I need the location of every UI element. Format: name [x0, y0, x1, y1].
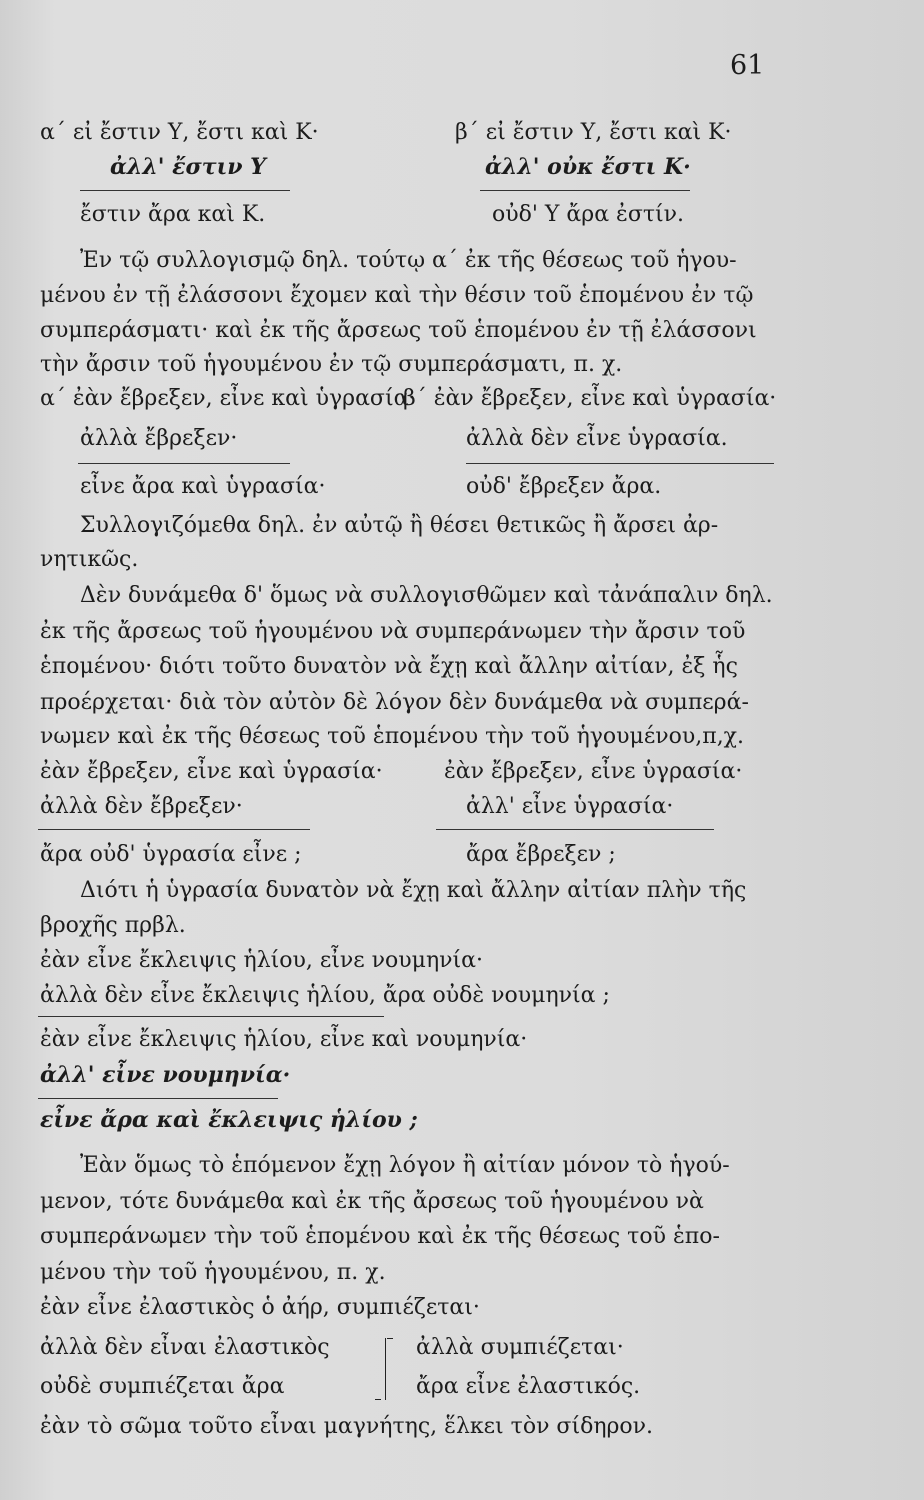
syllogism-1b-minor: ἀλλ' οὐκ ἔστι Κ· — [485, 154, 691, 180]
syllogism-2a-major: α΄ ἐὰν ἔβρεξεν, εἶνε καὶ ὑγρασία· — [40, 386, 416, 411]
syllogism-3a-minor: ἀλλὰ δὲν ἔβρεξεν· — [40, 794, 243, 819]
bracket-divider — [375, 1338, 386, 1400]
syllogism-5-conclusion: εἶνε ἄρα καὶ ἔκλειψις ἡλίου ; — [40, 1107, 418, 1133]
paragraph-3-line: Δὲν δυνάμεθα δ' ὅμως νὰ συλλογισθῶμεν καὶ τἀνάπαλιν δηλ. — [80, 583, 773, 608]
syllogism-2b-minor: ἀλλὰ δὲν εἶνε ὑγρασία. — [466, 426, 728, 451]
paragraph-2-line: νητικῶς. — [40, 547, 139, 572]
page-number: 61 — [730, 50, 765, 81]
syllogism-4-line: ἐὰν εἶνε ἔκλειψις ἡλίου, εἶνε νουμηνία· — [40, 948, 483, 973]
syllogism-3b-major: ἐὰν ἔβρεξεν, εἶνε ὑγρασία· — [444, 759, 743, 784]
paragraph-1-line: μένου ἐν τῇ ἐλάσσονι ἔχομεν καὶ τὴν θέσιν τοῦ ἑπομένου ἐν τῷ — [40, 283, 754, 308]
syllogism-1b-major: β΄ εἰ ἔστιν Υ, ἔστι καὶ Κ· — [455, 120, 732, 145]
paragraph-4-line: Διότι ἡ ὑγρασία δυνατὸν νὰ ἔχῃ καὶ ἄλλην αἰτίαν πλὴν τῆς — [80, 878, 747, 903]
paragraph-1-line: Ἐν τῷ συλλογισμῷ δηλ. τούτῳ α΄ ἐκ τῆς θέσεως τοῦ ἡγου- — [80, 248, 737, 273]
paragraph-3-line: ἐκ τῆς ἄρσεως τοῦ ἡγουμένου νὰ συμπεράνωμεν τὴν ἄρσιν τοῦ — [40, 619, 746, 644]
syllogism-6a-conclusion: οὐδὲ συμπιέζεται ἄρα — [40, 1374, 285, 1399]
divider-line — [38, 1098, 278, 1099]
paragraph-5-line: Ἐὰν ὅμως τὸ ἑπόμενον ἔχῃ λόγον ἢ αἰτίαν μόνον τὸ ἡγού- — [80, 1153, 730, 1178]
syllogism-6-intro: ἐὰν εἶνε ἐλαστικὸς ὁ ἀήρ, συμπιέζεται· — [40, 1295, 480, 1320]
divider-line — [466, 463, 774, 464]
divider-line — [38, 829, 310, 830]
syllogism-1a-major: α΄ εἰ ἔστιν Υ, ἔστι καὶ Κ· — [40, 120, 319, 145]
divider-line — [38, 1016, 384, 1017]
paragraph-1-line: συμπεράσματι· καὶ ἐκ τῆς ἄρσεως τοῦ ἑπομένου ἐν τῇ ἐλάσσονι — [40, 318, 757, 343]
syllogism-5-major: ἐὰν εἶνε ἔκλειψις ἡλίου, εἶνε καὶ νουμηνία· — [40, 1027, 528, 1052]
syllogism-4-line: ἀλλὰ δὲν εἶνε ἔκλειψις ἡλίου, ἄρα οὐδὲ νουμηνία ; — [40, 983, 610, 1008]
paragraph-4-line: βροχῆς πρβλ. — [40, 913, 186, 938]
syllogism-6b-minor: ἀλλὰ συμπιέζεται· — [416, 1335, 624, 1360]
final-line: ἐὰν τὸ σῶμα τοῦτο εἶναι μαγνήτης, ἕλκει τὸν σίδηρον. — [40, 1414, 654, 1439]
syllogism-6a-minor: ἀλλὰ δὲν εἶναι ἐλαστικὸς — [40, 1335, 330, 1360]
paragraph-3-line: νωμεν καὶ ἐκ τῆς θέσεως τοῦ ἑπομένου τὴν τοῦ ἡγουμένου,π,χ. — [40, 724, 745, 749]
divider-line — [80, 190, 290, 191]
syllogism-3b-conclusion: ἄρα ἔβρεξεν ; — [466, 842, 616, 867]
paragraph-3-line: ἑπομένου· διότι τοῦτο δυνατὸν νὰ ἔχῃ καὶ ἄλλην αἰτίαν, ἐξ ἧς — [40, 654, 738, 679]
syllogism-1a-minor: ἀλλ' ἔστιν Υ — [110, 154, 266, 180]
divider-line — [436, 829, 714, 830]
syllogism-3a-conclusion: ἄρα οὐδ' ὑγρασία εἶνε ; — [40, 842, 302, 867]
paragraph-1-line: τὴν ἄρσιν τοῦ ἡγουμένου ἐν τῷ συμπεράσματι, π. χ. — [40, 352, 623, 377]
syllogism-2b-major: β΄ ἐὰν ἔβρεξεν, εἶνε καὶ ὑγρασία· — [403, 386, 777, 411]
paragraph-5-line: μένου τὴν τοῦ ἡγουμένου, π. χ. — [40, 1260, 386, 1285]
paragraph-5-line: μενον, τότε δυνάμεθα καὶ ἐκ τῆς ἄρσεως τοῦ ἡγουμένου νὰ — [40, 1189, 704, 1214]
syllogism-2a-conclusion: εἶνε ἄρα καὶ ὑγρασία· — [80, 474, 326, 499]
syllogism-2b-conclusion: οὐδ' ἔβρεξεν ἄρα. — [466, 474, 662, 499]
syllogism-5-minor: ἀλλ' εἶνε νουμηνία· — [40, 1062, 291, 1088]
paragraph-5-line: συμπεράνωμεν τὴν τοῦ ἑπομένου καὶ ἐκ τῆς θέσεως τοῦ ἑπο- — [40, 1224, 720, 1249]
syllogism-3a-major: ἐὰν ἔβρεξεν, εἶνε καὶ ὑγρασία· — [40, 759, 383, 784]
syllogism-1b-conclusion: οὐδ' Υ ἄρα ἐστίν. — [492, 202, 685, 227]
paragraph-3-line: προέρχεται· διὰ τὸν αὐτὸν δὲ λόγον δὲν δυνάμεθα νὰ συμπερά- — [40, 690, 749, 715]
divider-line — [78, 463, 290, 464]
divider-line — [480, 190, 690, 191]
syllogism-6b-conclusion: ἄρα εἶνε ἐλαστικός. — [416, 1374, 641, 1399]
syllogism-2a-minor: ἀλλὰ ἔβρεξεν· — [80, 426, 238, 451]
syllogism-1a-conclusion: ἔστιν ἄρα καὶ Κ. — [80, 202, 266, 227]
paragraph-2-line: Συλλογιζόμεθα δηλ. ἐν αὐτῷ ἢ θέσει θετικῶς ἢ ἄρσει ἀρ- — [80, 513, 719, 538]
syllogism-3b-minor: ἀλλ' εἶνε ὑγρασία· — [466, 794, 674, 819]
